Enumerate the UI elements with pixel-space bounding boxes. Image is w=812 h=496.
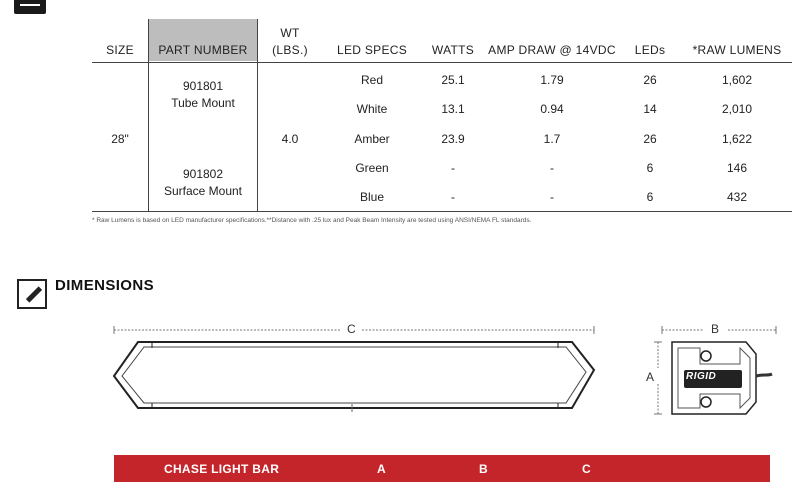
leds-value: 6 bbox=[646, 190, 654, 204]
header-size: SIZE bbox=[106, 43, 134, 57]
size-value: 28" bbox=[111, 132, 129, 146]
amp-value: - bbox=[550, 190, 554, 204]
lumens-value: 146 bbox=[726, 161, 748, 175]
weight-value: 4.0 bbox=[281, 132, 299, 146]
leds-value: 26 bbox=[643, 132, 657, 146]
part-number-1: 901801 bbox=[182, 79, 224, 93]
dimension-a-label: A bbox=[646, 370, 655, 384]
watts-value: - bbox=[451, 161, 455, 175]
lumens-value: 432 bbox=[726, 190, 748, 204]
header-leds: LEDs bbox=[634, 43, 666, 57]
watts-value: - bbox=[451, 190, 455, 204]
footnote: * Raw Lumens is based on LED manufacturer specifications.**Distance with .25 lux and Peak Beam Intensity are tested using ANSI/NEMA FL standards. bbox=[92, 217, 532, 224]
amp-value: 1.79 bbox=[540, 73, 564, 87]
watts-value: 23.9 bbox=[441, 132, 465, 146]
column-b: B bbox=[479, 462, 488, 476]
dimensions-title: DIMENSIONS bbox=[55, 277, 155, 294]
leds-value: 26 bbox=[643, 73, 657, 87]
column-c: C bbox=[582, 462, 591, 476]
rigid-logo: RIGID bbox=[686, 371, 717, 382]
header-part-number: PART NUMBER bbox=[158, 43, 248, 57]
amp-value: 0.94 bbox=[540, 102, 564, 116]
header-lbs: (LBS.) bbox=[272, 43, 308, 57]
header-raw-lumens: *RAW LUMENS bbox=[692, 43, 782, 57]
watts-value: 13.1 bbox=[441, 102, 465, 116]
leds-value: 14 bbox=[643, 102, 657, 116]
amp-value: - bbox=[550, 161, 554, 175]
led-spec: Amber bbox=[354, 132, 390, 146]
led-spec: Green bbox=[355, 161, 389, 175]
leds-value: 6 bbox=[646, 161, 654, 175]
lumens-value: 1,622 bbox=[721, 132, 753, 146]
header-led-specs: LED SPECS bbox=[336, 43, 408, 57]
header-wt: WT bbox=[280, 26, 300, 40]
lumens-value: 1,602 bbox=[721, 73, 753, 87]
list-icon bbox=[14, 0, 46, 14]
part-mount-1: Tube Mount bbox=[171, 96, 235, 110]
product-name: CHASE LIGHT BAR bbox=[164, 462, 280, 476]
led-spec: Red bbox=[360, 73, 383, 87]
amp-value: 1.7 bbox=[543, 132, 561, 146]
dimension-c-label: C bbox=[347, 322, 356, 336]
ruler-icon bbox=[17, 279, 47, 309]
watts-value: 25.1 bbox=[441, 73, 465, 87]
header-amp-draw: AMP DRAW @ 14VDC bbox=[488, 43, 616, 57]
header-divider bbox=[92, 62, 792, 63]
lumens-value: 2,010 bbox=[721, 102, 753, 116]
dimension-b-label: B bbox=[711, 322, 720, 336]
footer-divider bbox=[92, 211, 792, 212]
led-spec: White bbox=[356, 102, 388, 116]
led-spec: Blue bbox=[359, 190, 385, 204]
part-mount-2: Surface Mount bbox=[163, 184, 243, 198]
light-bar-drawing bbox=[100, 318, 800, 418]
part-number-2: 901802 bbox=[182, 167, 224, 181]
column-a: A bbox=[377, 462, 386, 476]
header-watts: WATTS bbox=[431, 43, 475, 57]
